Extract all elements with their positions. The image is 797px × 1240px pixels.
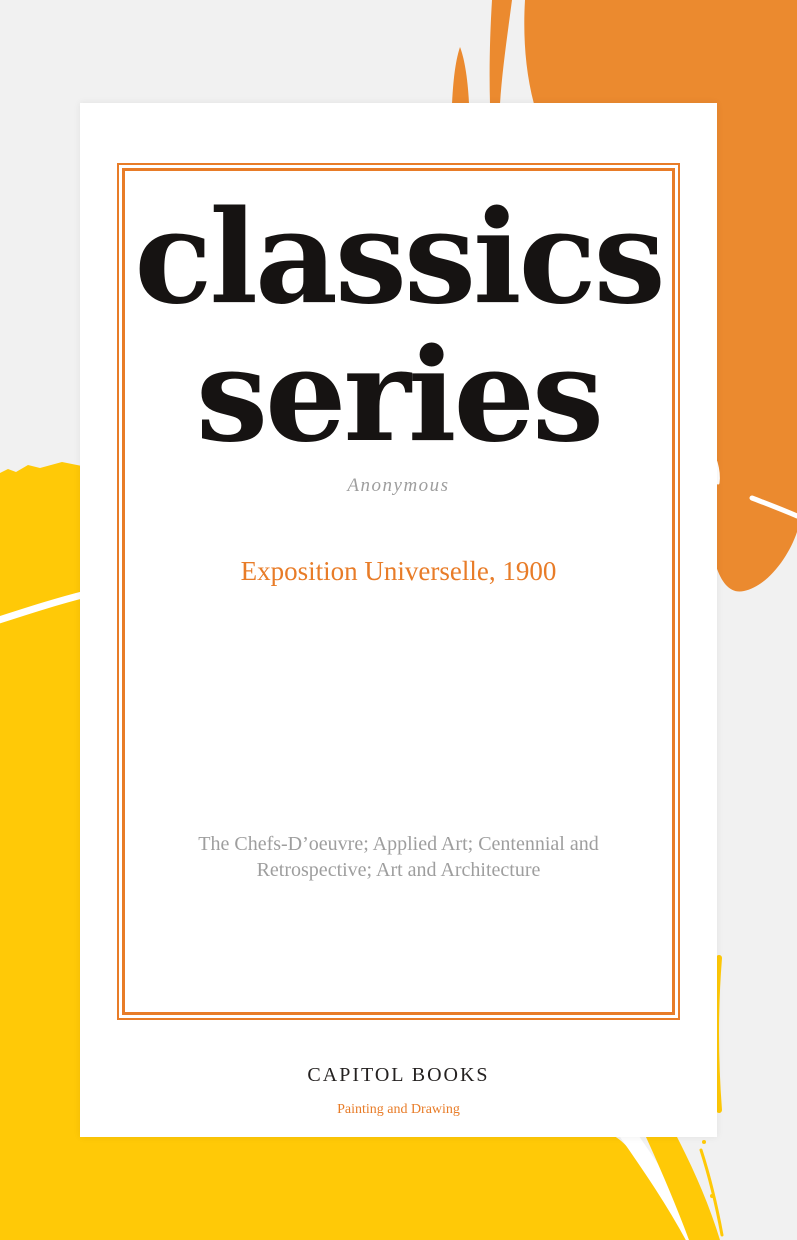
series-title bbox=[80, 183, 717, 471]
subtitle-line2: Retrospective; Art and Architecture bbox=[256, 859, 541, 881]
author-name: Anonymous bbox=[347, 475, 450, 496]
publisher-name: CAPITOL BOOKS bbox=[307, 1064, 490, 1086]
book-title: Exposition Universelle, 1900 bbox=[240, 556, 557, 586]
subtitle bbox=[80, 831, 717, 883]
imprint-name: Painting and Drawing bbox=[337, 1102, 460, 1117]
series-title-line2: series bbox=[195, 321, 602, 471]
series-title-line1: classics bbox=[134, 183, 663, 333]
subtitle-line1: The Chefs-D’oeuvre; Applied Art; Centennial and bbox=[198, 833, 599, 855]
book-cover-card bbox=[80, 103, 717, 1137]
